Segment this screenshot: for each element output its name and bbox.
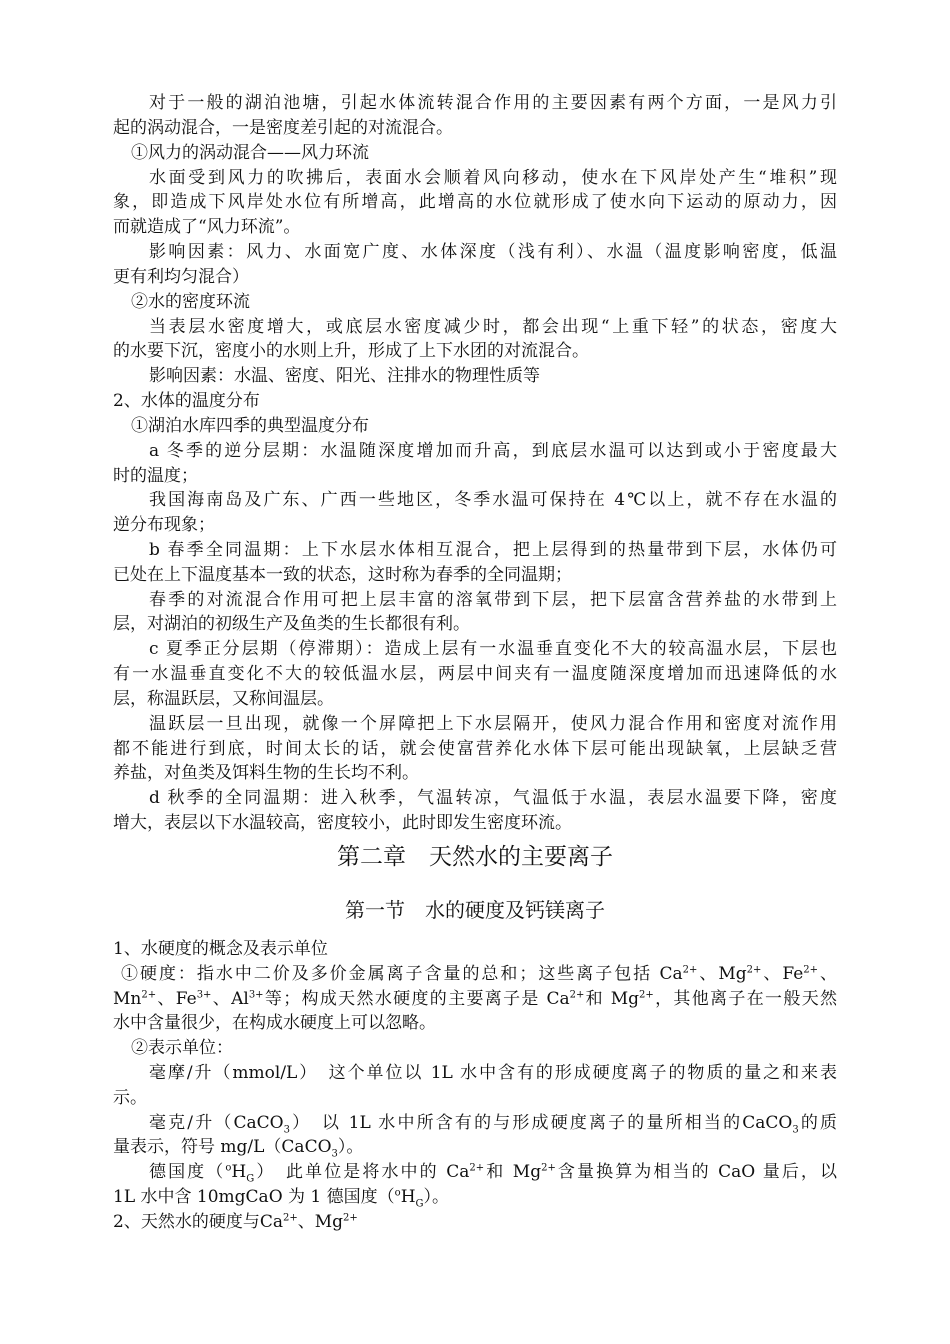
paragraph-hainan-line-1: 我国海南岛及广东、广西一些地区，冬季水温可保持在 4℃以上，就不存在水温的 [149, 490, 837, 510]
paragraph-summer-line-3: 层，称温跃层，又称间温层。 [113, 689, 334, 709]
paragraph-summer-line-2: 有一水温垂直变化不大的较低温水层，两层中间夹有一温度随深度增加而迅速降低的水 [113, 664, 837, 684]
paragraph-wind-line-1: 水面受到风力的吹拂后，表面水会顺着风向移动，使水在下风岸处产生“堆积”现 [149, 168, 837, 188]
paragraph-spring-mixing-line-2: 层，对湖泊的初级生产及鱼类的生长都很有利。 [113, 614, 470, 634]
paragraph-german-degree-line-2: 1L 水中含 10mgCaO 为 1 德国度$(^oH_G)$。 [113, 1187, 450, 1210]
heading-temperature-distribution: 2、水体的温度分布 [113, 391, 260, 411]
paragraph-hainan-line-2: 逆分布现象； [113, 515, 215, 535]
paragraph-mmol-line-2: 示。 [113, 1088, 147, 1108]
heading-seasonal-distribution: ①湖泊水库四季的典型温度分布 [131, 416, 369, 436]
paragraph-density-line-2: 的水要下沉，密度小的水则上升，形成了上下水团的对流混合。 [113, 341, 589, 361]
paragraph-spring-line-1: b 春季全同温期：上下水层水体相互混合，把上层得到的热量带到下层，水体仍可 [149, 540, 837, 560]
paragraph-winter-line-1: a 冬季的逆分层期：水温随深度增加而升高，到底层水温可以达到或小于密度最大 [149, 441, 837, 461]
paragraph-autumn-line-2: 增大，表层以下水温较高，密度较小，此时即发生密度环流。 [113, 813, 572, 833]
paragraph-thermocline-line-2: 都不能进行到底，时间太长的话，就会使富营养化水体下层可能出现缺氧，上层缺乏营 [113, 739, 837, 759]
paragraph-hardness-def-line-1: ①硬度：指水中二价及多价金属离子含量的总和；这些离子包括 $Ca^{2+}$、$Mg^{2+}$、$Fe^{2+}$、 [121, 964, 837, 984]
paragraph-wind-line-3: 而就造成了“风力环流”。 [113, 217, 301, 237]
heading-density-circulation: ②水的密度环流 [131, 292, 250, 312]
heading-units: ②表示单位： [131, 1038, 233, 1058]
paragraph-spring-mixing-line-1: 春季的对流混合作用可把上层丰富的溶氧带到下层，把下层富含营养盐的水带到上 [149, 590, 837, 610]
paragraph-caco3-line-2: 量表示，符号 mg/L（CaCO$_3$）。 [113, 1137, 364, 1160]
paragraph-wind-line-2: 象，即造成下风岸处水位有所增高，此增高的水位就形成了使水向下运动的原动力，因 [113, 192, 837, 212]
paragraph-hardness-def-line-3: 水中含量很少，在构成水硬度上可以忽略。 [113, 1013, 436, 1033]
chapter-title: 第二章 天然水的主要离子 [337, 844, 613, 870]
heading-natural-hardness: 2、天然水的硬度与$Ca^{2+}$、$Mg^{2+}$ [113, 1212, 358, 1232]
paragraph-autumn-line-1: d 秋季的全同温期：进入秋季，气温转凉，气温低于水温，表层水温要下降，密度 [149, 788, 837, 808]
paragraph-intro-line-2: 起的涡动混合，一是密度差引起的对流混合。 [113, 118, 453, 138]
paragraph-spring-line-2: 已处在上下温度基本一致的状态，这时称为春季的全同温期； [113, 565, 572, 585]
paragraph-german-degree-line-1: 德国度$(^oH_G)$ 此单位是将水中的 $Ca^{2+}$和 $Mg^{2+}$含量换算为相当的 CaO 量后，以 [149, 1162, 837, 1185]
section-title: 第一节 水的硬度及钙镁离子 [345, 898, 605, 922]
paragraph-mmol-line-1: 毫摩/升（mmol/L） 这个单位以 1L 水中含有的形成硬度离子的物质的量之和来表 [149, 1063, 837, 1083]
heading-hardness-concept: 1、水硬度的概念及表示单位 [113, 939, 328, 959]
paragraph-winter-line-2: 时的温度； [113, 466, 198, 486]
paragraph-hardness-def-line-2: $Mn^{2+}$、$Fe^{3+}$、$Al^{3+}$等；构成天然水硬度的主要离子是 $Ca^{2+}$和 $Mg^{2+}$，其他离子在一般天然 [113, 989, 837, 1009]
paragraph-summer-line-1: c 夏季正分层期（停滞期）：造成上层有一水温垂直变化不大的较高温水层，下层也 [149, 639, 837, 659]
paragraph-wind-factors-line-2: 更有利均匀混合） [113, 267, 249, 287]
paragraph-thermocline-line-3: 养盐，对鱼类及饵料生物的生长均不利。 [113, 763, 419, 783]
paragraph-density-factors: 影响因素：水温、密度、阳光、注排水的物理性质等 [149, 366, 540, 386]
paragraph-intro-line-1: 对于一般的湖泊池塘，引起水体流转混合作用的主要因素有两个方面，一是风力引 [149, 93, 837, 113]
paragraph-wind-factors-line-1: 影响因素：风力、水面宽广度、水体深度（浅有利）、水温（温度影响密度，低温 [149, 242, 837, 262]
heading-wind-mixing: ①风力的涡动混合——风力环流 [131, 143, 369, 163]
paragraph-density-line-1: 当表层水密度增大，或底层水密度减少时，都会出现“上重下轻”的状态，密度大 [149, 317, 837, 337]
paragraph-thermocline-line-1: 温跃层一旦出现，就像一个屏障把上下水层隔开，使风力混合作用和密度对流作用 [149, 714, 837, 734]
paragraph-caco3-line-1: 毫克/升（CaCO$_3$） 以 1L 水中所含有的与形成硬度离子的量所相当的CaCO$_3$的质 [149, 1113, 837, 1136]
